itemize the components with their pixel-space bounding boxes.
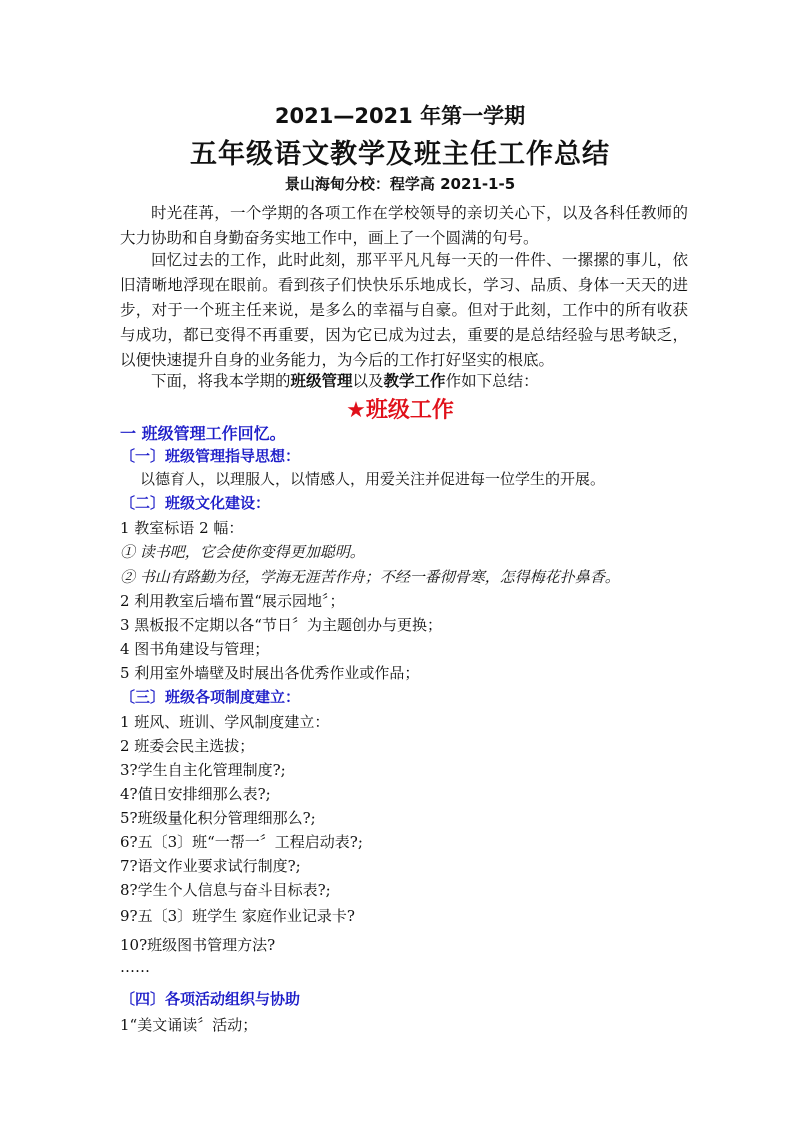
activity-item: 1“美文诵读〞活动；: [120, 1016, 258, 1034]
rules-item: 10?班级图书管理方法?: [120, 936, 276, 954]
p3-bold-class-management: 班级管理: [290, 371, 353, 390]
rules-item: 4?值日安排细那么表?;: [120, 785, 271, 803]
rules-ellipsis: ……: [120, 958, 150, 976]
intro-paragraph-3: [120, 368, 688, 394]
author-byline: 景山海甸分校：程学高 2021-1-5: [284, 175, 516, 193]
p3-bold-teaching-work: 教学工作: [383, 371, 446, 390]
title-main: 五年级语文教学及班主任工作总结: [190, 139, 610, 170]
rules-item: 6?五〔3〕班“一帮一〞工程启动表?;: [120, 833, 363, 851]
culture-item: ② 书山有路勤为径，学海无涯苦作舟；不经一番彻骨寒，怎得梅花扑鼻香。: [120, 568, 620, 586]
heading-class-management-review: 一 班级管理工作回忆。: [120, 424, 286, 443]
culture-item: 2 利用教室后墙布置“展示园地〞；: [120, 592, 345, 610]
title-term: 2021—2021 年第一学期: [274, 104, 526, 128]
guiding-thought-text: 以德育人，以理服人，以情感人，用爱关注并促进每一位学生的开展。: [140, 470, 606, 488]
intro-paragraph-1: 时光荏苒，一个学期的各项工作在学校领导的亲切关心下，以及各科任教师的大力协助和自身勤奋务实地工作中，画上了一个圆满的句号。: [120, 204, 688, 247]
rules-item: 1 班风、班训、学风制度建立：: [120, 713, 330, 731]
culture-item: 4 图书角建设与管理；: [120, 640, 270, 658]
p3-text-pre: 下面，将我本学期的: [151, 372, 291, 390]
p3-text-mid: 以及: [352, 372, 384, 390]
culture-item: ① 读书吧，它会使你变得更加聪明。: [120, 543, 365, 561]
heading-guiding-thought: 〔一〕班级管理指导思想：: [120, 447, 301, 465]
rules-item: 8?学生个人信息与奋斗目标表?;: [120, 881, 331, 899]
heading-class-culture: 〔二〕班级文化建设：: [120, 494, 271, 512]
section-title-class-work: ★班级工作: [346, 398, 454, 423]
rules-item: 2 班委会民主选拔；: [120, 737, 255, 755]
rules-item: 5?班级量化积分管理细那么?;: [120, 809, 316, 827]
heading-class-rules: 〔三〕班级各项制度建立：: [120, 688, 301, 706]
culture-item: 3 黑板报不定期以各“节日〞为主题创办与更换；: [120, 616, 442, 634]
rules-item: 7?语文作业要求试行制度?;: [120, 857, 301, 875]
p3-text-post: 作如下总结：: [445, 372, 539, 390]
culture-item: 1 教室标语 2 幅：: [120, 519, 244, 537]
culture-item: 5 利用室外墙壁及时展出各优秀作业或作品；: [120, 664, 420, 682]
heading-activities: 〔四〕各项活动组织与协助: [120, 990, 301, 1008]
rules-item: 3?学生自主化管理制度?;: [120, 761, 286, 779]
intro-paragraph-2: 回忆过去的工作，此时此刻，那平平凡凡每一天的一件件、一摞摞的事儿，依旧清晰地浮现在眼前。看到孩子们快快乐乐地成长，学习、品质、身体一天天的进步，对于一个班主任来说，是多么的幸福与自豪。但对于此刻，工作中的所有收获与成功，都已变得不再重要，因为它已成为过去，重要的是总结经验与思考缺乏，以便快速提升自身的业务能力，为今后的工作打好坚实的根底。: [120, 251, 688, 369]
rules-item: 9?五〔3〕班学生 家庭作业记录卡?: [120, 907, 355, 925]
